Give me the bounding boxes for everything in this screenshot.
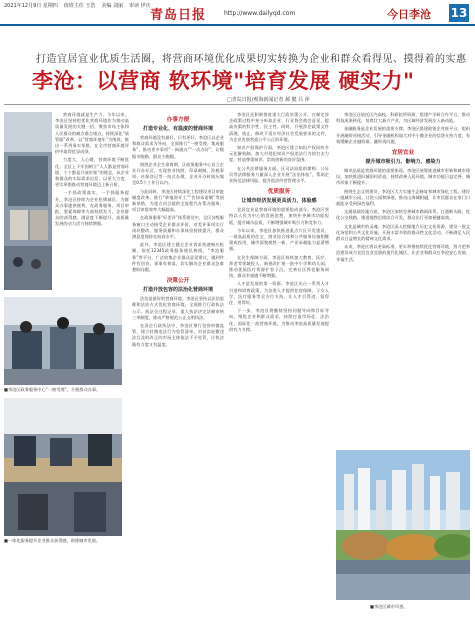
article-paragraph: 围绕生态文明建设，李沧区大力实施生态修复和城市绿化工程，建设一批城市公园、口袋公园和绿道，推动山海城相融，让市民群众在家门口就能享受到绿色福利。 — [336, 188, 470, 207]
section-subhead: 宜居宜业 — [391, 150, 415, 157]
issue-date: 2021年12月9日 星期四 — [4, 3, 58, 9]
caption-photo-3: ■李沧区城市风貌。 — [370, 604, 408, 609]
caption-photo-2: ■一体化服务提升企业群众获得感，助推城市发展。 — [4, 538, 101, 543]
article-paragraph: 法治是最好的营商环境。李沧区坚持以法治思维和法治方式优化营商环境，全面推行行政执法公示、执法全过程记录、重大执法决定法制审核三项制度，推动严格规范公正文明执法。 — [132, 296, 224, 320]
article-paragraph: 在公共法律服务方面，区司法局组织律师、公证员等法律服务力量深入企业开展“法治体检”，帮助企业防范法律风险，提升依法经营管理水平。 — [229, 165, 329, 184]
photo-office-interaction — [4, 297, 122, 385]
article-paragraph: 此外，李沧区建立健全企业诉求快速响应机制，依托12345政务服务便民热线、“李沧服务”等平台，广泛收集企业群众意见建议，做到件件有回音、事事有着落，切实解决企业群众急难愁盼问题。 — [132, 242, 224, 273]
article-paragraph: 李沧区还依托区内高校、科研院所资源，搭建产学研合作平台，推动科技成果转化，培育壮大新兴产业，为区域经济发展注入新动能。 — [336, 112, 470, 124]
page-number: 13 — [450, 6, 468, 20]
section-subhead: 优质服务 — [267, 189, 291, 196]
article-paragraph: 今年以来，李沧区加快推进重点片区开发建设，一批高品质的住宅、商业综合体和公共服务设施相继建成投用，城市面貌焕然一新，产业承载能力显著增强。 — [229, 227, 329, 252]
page-header — [0, 4, 475, 22]
caption-photo-1: ■李沧区政务服务中心“一窗受理”，方便群众办事。 — [4, 387, 101, 392]
article-paragraph: 交通基础设施方面，李沧区加快完善城市路网体系，打通断头路，优化公交线路，推进地铁沿线综合开发，群众出行更加便捷高效。 — [336, 209, 470, 221]
article-paragraph: 在涉企行政执法中，李沧区推行包容审慎监管，建立轻微违法行为免罚清单，对首次轻微违法且及时改正的市场主体依法不予处罚，让执法既有力度又有温度。 — [132, 323, 224, 347]
article-paragraph: 人才是发展的第一资源。李沧区出台一系列人才引进和培育政策，为各类人才提供住房保障、子女入学、医疗服务等全方位支持，让人才引得进、留得住、用得好。 — [229, 281, 329, 306]
article-paragraph: 下一步，李沧区将继续坚持问题导向和目标导向，聚焦企业和群众需求，持续打造市场化、法治化、国际化一流营商环境，为推动李沧高质量发展提供有力支撑。 — [229, 308, 329, 332]
article-paragraph: 在民生保障方面，李沧区持续加大教育、医疗、养老等领域投入，新建改扩建一批中小学和幼儿园，推动优质医疗资源扩容下沉，完善社区养老服务网络，群众幸福感不断增强。 — [229, 254, 329, 279]
editor-meta-2: 美编 刘丽 — [101, 3, 124, 9]
article-paragraph: 与此同时，李沧区持续深化工程建设项目审批制度改革，推行“拿地即开工”“告知承诺制”等创新举措，为重点项目提供全流程代办帮办服务，项目审批效率大幅提高。 — [132, 188, 224, 213]
article-paragraph: 在政务服务“好差评”体系建设中，全区各级服务窗口主动接受企业群众评价，对差评事项实行闭环整改，服务质量和办事体验持续提升，群众满意度保持在较高水平。 — [132, 215, 224, 240]
intro-column — [55, 112, 129, 282]
photo-city-skyline — [336, 450, 470, 600]
section-subhead-detail: 打造开放包容的法治化营商环境 — [142, 287, 213, 294]
newspaper-logo: 青岛日报 — [150, 8, 207, 23]
editor-meta-1: 值班主任 王浩 — [63, 3, 96, 9]
intro-paragraph: 一手抓政策落实，一手抓服务提升，李沧区持续为企业松绑减负、为群众办事提供便利。在政务服务、项目审批、要素保障等方面持续发力，企业群众的获得感、满意度不断提升，高质量发展的动力活力持续增强。 — [55, 190, 129, 227]
section-subhead: 办事方便 — [166, 117, 190, 123]
headline-divider — [4, 104, 470, 105]
article-paragraph: 城市品质是营商环境的重要体现。李沧区统筹推进城市更新和城市建设，加快推进旧城旧村改造，持续改善人居环境，城市功能日益完善，城市形象不断提升。 — [336, 168, 470, 186]
article-kicker: 打造宜居宜业优质生活圈，将营商环境优化成果切实转换为企业和群众看得见、摸得着的实惠 — [36, 54, 467, 65]
article-byline: □青岛日报/观海新闻记者 郝 健 吕 萍 — [227, 97, 310, 103]
section-subhead-detail: 让城市经济发展更具活力、体验感 — [241, 198, 317, 205]
section-subhead-detail: 提升城市吸引力、影响力、感染力 — [365, 159, 441, 166]
article-paragraph: 围绕企业全生命周期，区政务服务中心设立企业开办专区，实现营业执照、印章刻制、涉税事项、社保登记等一站式办理，企业开办时间压缩至0.5个工作日以内。 — [132, 161, 224, 186]
section-subhead-detail: 打造专业化、有温度的营商环境 — [142, 126, 213, 132]
article-paragraph: 金融服务是企业发展的重要支撑。李沧区搭建政银企对接平台，组织开展融资对接活动，引导金融机构加大对中小微企业的信贷支持力度，有效缓解企业融资难、融资贵问题。 — [336, 126, 470, 144]
article-headline: 李沧：以营商 软环境"培育发展 硬实力" — [32, 68, 415, 93]
header-divider — [0, 24, 475, 26]
article-column-4 — [336, 112, 470, 442]
article-paragraph: 未来，李沧区将以更高标准、更实举措持续优化营商环境，努力把李沧建设成为宜居宜业宜游的现代化城区，让企业和群众在李沧安心发展、幸福生活。 — [336, 244, 470, 262]
intro-paragraph: 力度大，人心暖，营商环境不断优化。全区上下牢固树立“人人都是营商环境、个个都是开放形象”的理念，从企业和群众的实际需求出发，以更大力度、更实举措推动营商环境迈上新台阶。 — [55, 157, 129, 188]
newspaper-url[interactable]: http://www.dailyqd.com — [224, 10, 296, 17]
section-title: 今日李沧 — [387, 8, 431, 21]
editor-meta-3: 审读 伊庆 — [129, 3, 151, 9]
article-column-3 — [229, 112, 329, 592]
photo-service-hall — [4, 112, 52, 290]
article-paragraph: 营商环境没有最好，只有更好。李沧区以企业和群众需求为导向，全面推行“一窗受理、集成服务”，推动更多事项“一网通办”“一次办好”，让数据多跑路、群众少跑腿。 — [132, 135, 224, 159]
article-column-2 — [132, 112, 224, 592]
photo-service-counter — [4, 398, 122, 536]
article-paragraph: 宜居宜业是营商环境的重要组成部分。李沧区坚持以人民为中心的发展思想，加快补齐城市功能短板，提升城市品质，不断增强城市吸引力和竞争力。 — [229, 207, 329, 225]
section-subhead: 决策公开 — [166, 278, 190, 285]
article-paragraph: 文化是城市的灵魂。李沧区深入挖掘地方历史文化资源，建设一批文化场馆和公共文化设施，开展丰富多彩的群众性文化活动，不断满足人民群众日益增长的精神文化需求。 — [336, 223, 470, 242]
article-paragraph: 知识产权保护方面，李沧区建立知识产权纠纷多元化解机制，加大对侵犯知识产权违法行为的打击力度，营造尊重知识、崇尚创新的良好氛围。 — [229, 145, 329, 163]
intro-paragraph: 营商环境就是生产力。今年以来，李沧区坚持把优化营商环境作为推动高质量发展的关键一招，聚焦市场主体和人民群众的痛点难点堵点，持续深化“放管服”改革，以“营商环境年”为统领，推出一系列务实举措，在全市营商环境评价中取得优异成绩。 — [55, 112, 129, 155]
article-paragraph: 李沧区还积极推进重大行政决策公开，在制定涉企政策过程中充分听取企业、行业协会商会意见，提高决策的科学性、民主性。同时，开展涉企政策文件清理，废止、修改不适应经济社会发展要求的文件，为企业发展营造公平公正的环境。 — [229, 112, 329, 142]
